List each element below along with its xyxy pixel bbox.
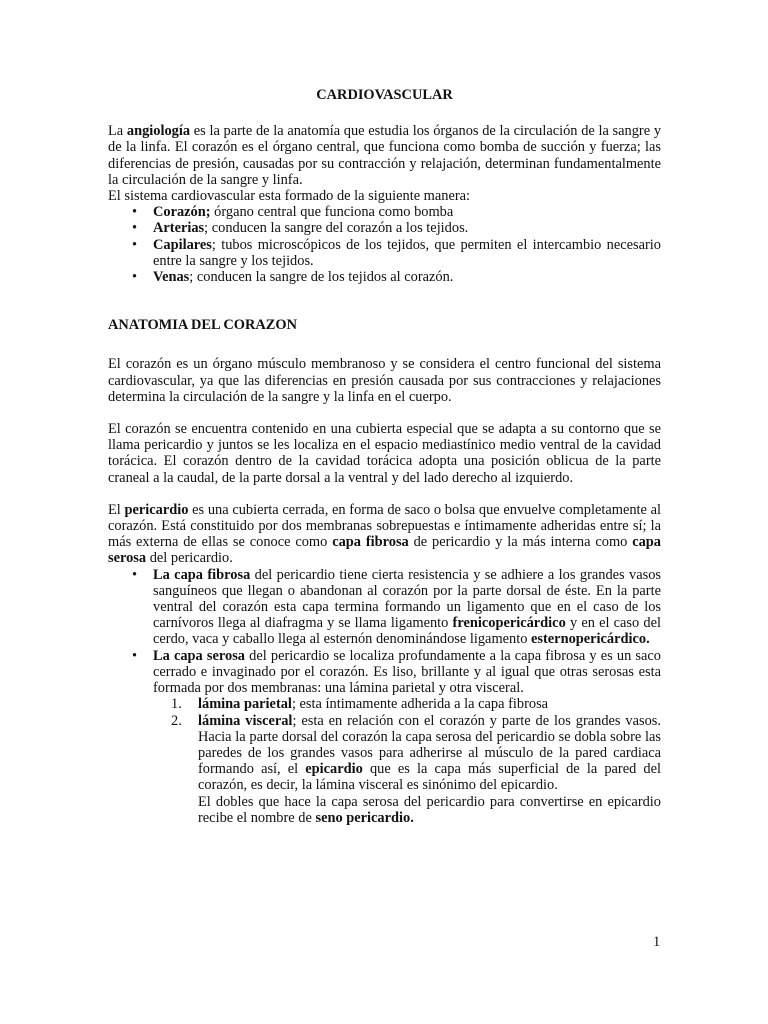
term: lámina parietal (198, 696, 292, 713)
term: lámina visceral (198, 712, 293, 729)
text-run: ; tubos microscópicos de los tejidos, que permiten el intercambio necesario entre la sangre y los tejidos. (153, 236, 661, 269)
text-run: ; esta en relación con el corazón y parte de los grandes vasos. Hacia la parte dorsal del corazón la capa serosa del pericardio se dobla sobre las paredes de los grandes vasos para adherirse al músculo de la pared cardiaca formando así, el (198, 712, 661, 778)
sublist-item (153, 696, 661, 712)
term: seno pericardio. (315, 809, 414, 826)
text-run: La (108, 123, 127, 140)
list-item-capa-serosa (108, 648, 661, 826)
section-heading: ANATOMIA DEL CORAZON (108, 317, 297, 334)
term: Corazón; (153, 204, 211, 221)
item-number: 1. (171, 696, 182, 713)
text-run: ; esta íntimamente adherida a la capa fibrosa (291, 696, 549, 713)
list-item (108, 269, 661, 285)
text-run: del pericardio se localiza profundamente a la capa fibrosa y es un saco cerrado e invaginado por el corazón. Es liso, brillante y al igual que otras serosas esta formada por dos membranas: una lámina parietal y otra visceral. (153, 647, 661, 697)
term: esternopericárdico. (531, 631, 650, 648)
document-page (108, 87, 661, 826)
term: Venas (153, 269, 190, 286)
term: La capa fibrosa (153, 566, 251, 583)
list-item (108, 237, 661, 269)
list-item-capa-fibrosa (108, 567, 661, 648)
seno-pericardio-note (153, 794, 661, 826)
term: epicardio (305, 761, 363, 778)
heart-paragraph-1: El corazón es un órgano músculo membranoso y se considera el centro funcional del sistema cardiovascular, ya que las diferencias en presión causada por sus contracciones y relajaciones determina la circulación de la sangre y la linfa en el cuerpo. (108, 356, 661, 405)
heart-paragraph-2: El corazón se encuentra contenido en una cubierta especial que se adapta a su contorno que se llama pericardio y juntos se les localiza en el espacio mediastínico medio ventral de la cavidad torácica. El corazón dentro de la cavidad torácica adopta una posición oblicua de la parte craneal a la caudal, de la parte dorsal a la ventral y del lado derecho al izquierdo. (108, 421, 661, 486)
pericardium-paragraph (108, 502, 661, 567)
bullet-icon: • (132, 269, 138, 286)
term-capa-serosa: capa serosa (108, 534, 661, 567)
term-angiologia: angiología (126, 123, 191, 140)
text-run: de pericardio y la más interna como (408, 534, 633, 551)
text-run: El (108, 501, 125, 518)
pericardium-layers-list (108, 567, 661, 826)
text-run: del pericardio tiene cierta resistencia y se adhiere a los grandes vasos sanguíneos que llegan o abandonan al corazón por la parte dorsal de éste. En la parte ventral del corazón esta capa termina formando un ligamento que en el caso de los carnívoros llega al diafragma y se llama ligamento (153, 566, 661, 632)
item-number: 2. (171, 712, 182, 729)
text-run: órgano central que funciona como bomba (210, 204, 454, 221)
text-run: del pericardio. (146, 550, 233, 567)
intro-paragraph (108, 123, 661, 188)
text-run: ; conducen la sangre de los tejidos al corazón. (189, 269, 454, 286)
term: Arterias (153, 220, 205, 237)
document-title: CARDIOVASCULAR (316, 87, 453, 103)
text-run: es la parte de la anatomía que estudia los órganos de la circulación de la sangre y de la linfa. El corazón es el órgano central, que funciona como bomba de succión y fuerza; las diferencias de presión, causadas por su contracción y relajación, determinan fundamentalmente la circulación de la sangre y linfa. (108, 123, 662, 188)
bullet-icon: • (132, 566, 138, 583)
bullet-icon: • (132, 647, 138, 664)
text-run: y en el caso del cerdo, vaca y caballo llega al esternón denominándose ligamento (153, 615, 661, 648)
term: La capa serosa (153, 647, 245, 664)
text-run: El dobles que hace la capa serosa del pericardio para convertirse en epicardio recibe el nombre de (198, 793, 661, 826)
term-capa-fibrosa: capa fibrosa (332, 534, 409, 551)
serosa-sublist (153, 696, 661, 793)
list-item (108, 220, 661, 236)
text-run: ; conducen la sangre del corazón a los tejidos. (204, 220, 469, 237)
bullet-icon: • (132, 220, 138, 237)
components-list (108, 204, 661, 285)
bullet-icon: • (132, 236, 138, 253)
page-number: 1 (653, 934, 661, 950)
term: Capilares (153, 236, 212, 253)
sublist-item (153, 713, 661, 794)
text-run: es una cubierta cerrada, en forma de saco o bolsa que envuelve completamente al corazón. Está constituido por dos membranas sobrepuestas e íntimamente adheridas entre sí; la más externa de ellas se conoce como (108, 501, 662, 551)
term-pericardio: pericardio (124, 501, 189, 518)
text-run: que es la capa más superficial de la pared del corazón, es decir, la lámina visceral es sinónimo del epicardio. (198, 761, 661, 794)
term: frenicopericárdico (452, 615, 566, 632)
bullet-icon: • (132, 204, 138, 221)
list-item (108, 204, 661, 220)
system-intro-line: El sistema cardiovascular esta formado de la siguiente manera: (108, 188, 471, 205)
